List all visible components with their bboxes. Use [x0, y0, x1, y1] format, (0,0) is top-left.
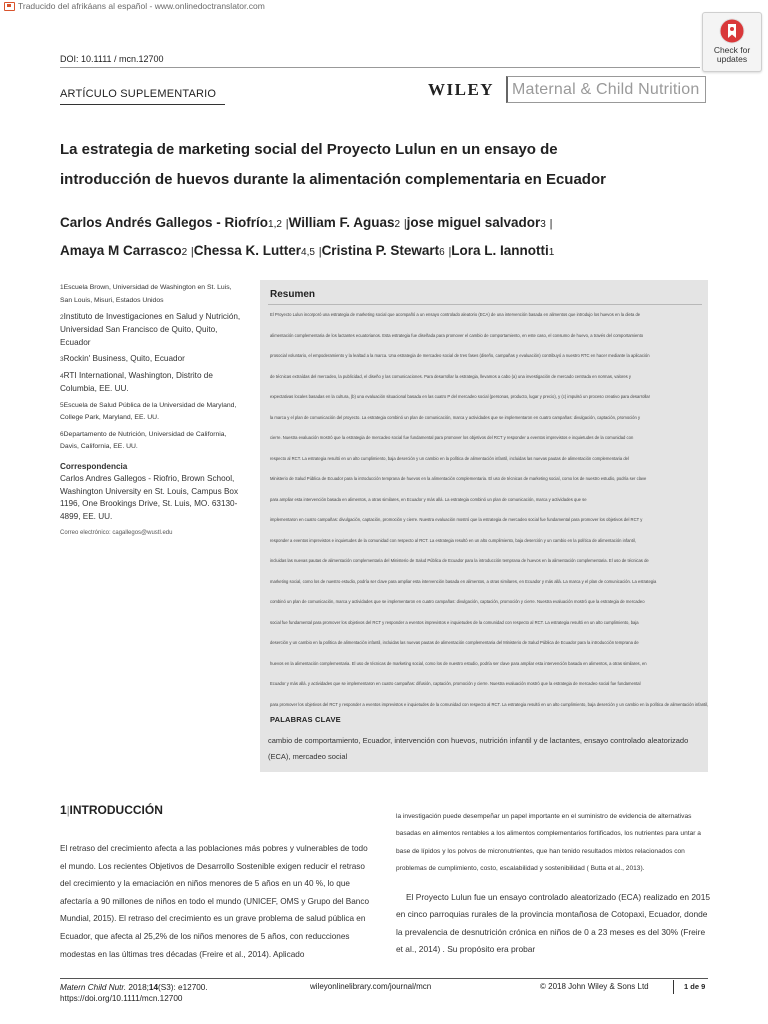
check-updates-line1: Check for — [713, 45, 751, 55]
correspondence-address: Carlos Andres Gallegos - Riofrio, Brown School, Washington University en St. Louis, Campus Box 1196, One Brookings Drive, St. Luis, MO. 63130-4899, EE. UU. — [60, 474, 239, 521]
abstract-line: huevos en la alimentación complementaria. El uso de técnicas de marketing social, como los de nuestro estudio, podría ser clave para ampliar esta intervención basada en alimentos, a otras similares, en — [270, 660, 647, 666]
abstract-line: de técnicas extraídas del mercadeo, la publicidad, el diseño y las comunicaciones. Para desarrollar la estrategia, llevamos a cabo (a) una investigación de mercado centrada en normas, valores y — [270, 373, 632, 379]
abstract-line: para ampliar esta intervención basada en alimentos, a otras similares, en Ecuador y más allá. La estrategia combinó un plan de comunicación, marca y actividades que se — [270, 496, 587, 502]
author-line-1: Carlos Andrés Gallegos - Riofrío1,2 |William F. Aguas2 |jose miguel salvador3 | — [60, 215, 553, 230]
article-type: ARTÍCULO SUPLEMENTARIO — [60, 88, 217, 100]
abstract-text — [270, 312, 768, 722]
affiliation-item: 1Escuela Brown, Universidad de Washington en St. Luis, San Louis, Misuri, Estados Unidos — [60, 284, 232, 304]
author-name[interactable]: Amaya M Carrasco — [60, 243, 182, 258]
correspondence-heading: Correspondencia — [60, 461, 128, 471]
translator-banner[interactable] — [4, 0, 265, 12]
keywords-heading: PALABRAS CLAVE — [270, 715, 341, 724]
affiliations — [60, 282, 245, 544]
abstract-divider — [268, 304, 702, 305]
author-affil: 3 — [540, 219, 546, 230]
article-title — [60, 135, 700, 195]
keywords: cambio de comportamiento, Ecuador, intervención con huevos, nutrición infantil y de lactantes, ensayo controlado aleatorizado (ECA), mercadeo social — [268, 736, 689, 761]
abstract-heading: Resumen — [270, 289, 316, 300]
abstract-line: combinó un plan de comunicación, marca y actividades que se implementaron en cuatro campañas: divulgación, captación, promoción y cierre. Nuestra evaluación mostró que la estrategia de mercadeo — [270, 599, 645, 604]
section-heading-introduction — [60, 803, 163, 817]
footer-site-link[interactable]: wileyonlinelibrary.com/journal/mcn — [310, 982, 432, 991]
body-text-left: El retraso del crecimiento afecta a las poblaciones más pobres y vulnerables de todo el mundo. Los recientes Objetivos de Desarrollo Sostenible exigen reducir el retraso del crecimiento y la emaciación en niños menores de 5 años en un 40 %, lo que afectaría a 90 millones de niños en todo el mundo (UNICEF, OMS y Grupo del Banco Mundial, 2015). El retraso del crecimiento es un grave problema de salud pública en Ecuador, que afecta al 25,2% de los niños menores de 5 años, con reducciones modestas en las últimas tres décadas (Freire et al., 2014). Aplicado — [60, 844, 370, 959]
author-name[interactable]: Cristina P. Stewart — [321, 243, 440, 258]
footer-citation — [60, 982, 208, 1004]
header-divider — [60, 67, 700, 68]
publisher-logo: WILEY — [428, 80, 495, 99]
abstract-line: implementaron en cuatro campañas: divulgación, captación, promoción y cierre. Nuestra evaluación mostró que la estrategia de mercadeo social fue fundamental para promover los objetivos del RCT y — [270, 517, 643, 522]
abstract-line: marketing social, como los de nuestro estudio, podría ser clave para ampliar esta intervención basada en alimentos, a otras similares, en Ecuador y más allá. La marca y el plan de comunicación. La estrategia — [270, 578, 657, 584]
translate-icon — [4, 2, 15, 11]
affiliation-item: 4RTI International, Washington, Distrito de Columbia, EE. UU. — [60, 371, 213, 393]
bookmark-check-icon — [719, 18, 745, 44]
abstract-line: la marca y el plan de comunicación del proyecto. La estrategia combinó un plan de comunicación, marca y actividades que se implementaron en cuatro campañas: divulgación, captación, promoción y — [270, 414, 641, 420]
body-paragraph: El Proyecto Lulun fue un ensayo controlado aleatorizado (ECA) realizado en 2015 en cinco parroquias rurales de la provincia montañosa de Cotopaxi, Ecuador, donde la prevalencia de desnutrición crónica en niños de 0 a 23 meses es del 30% (Freire et al., 2014) . Su propósito era probar — [396, 892, 711, 954]
abstract-line: deserción y un cambio en la política de alimentación infantil, incluidas las nuevas pautas de alimentación complementaria del Ministerio de Salud Pública de Ecuador para la introducción temprana de — [270, 640, 639, 645]
abstract-line: social fue fundamental para promover los objetivos del RCT y responder a eventos imprevistos e inquietudes de la comunidad con respecto al RCT. La estrategia resultó en un alto cumplimiento, baja — [270, 619, 639, 625]
author-list — [60, 210, 720, 266]
abstract-line: Ministerio de Salud Pública de Ecuador para la introducción temprana de huevos en la alimentación complementaria. El uso de técnicas de marketing social, como los de nuestro estudio, podría ser clave — [270, 476, 647, 481]
author-affil: 4,5 — [301, 247, 315, 258]
footer-doi-link[interactable]: https://doi.org/10.1111/mcn.12700 — [60, 994, 183, 1003]
affiliation-item: 6Departamento de Nutrición, Universidad de California, Davis, California, EE. UU. — [60, 430, 227, 450]
affiliation-item: 5Escuela de Salud Pública de la Universidad de Maryland, College Park, Maryland, EE. UU. — [60, 401, 237, 421]
journal-name: Maternal & Child Nutrition — [512, 80, 700, 98]
abstract-line: Ecuador y más allá. y actividades que se implementaron en cuatro campañas: difusión, captación, promoción y cierre. Nuestra evaluación mostró que la estrategia de mercadeo social fue fundamental — [270, 681, 641, 686]
author-name[interactable]: Carlos Andrés Gallegos - Riofrío — [60, 215, 269, 230]
abstract-line: para promover los objetivos del RCT y responder a eventos imprevistos e inquietudes de la comunidad con respecto al RCT. La estrategia resultó en un alto cumplimiento, baja deserción y un cambio en la política de alimentación infantil, — [270, 701, 709, 707]
footer-copyright: © 2018 John Wiley & Sons Ltd — [540, 982, 649, 991]
translator-banner-text: Traducido del afrikáans al español - www.onlinedoctranslator.com — [18, 1, 265, 11]
abstract-line: cierre. Nuestra evaluación mostró que la estrategia de mercadeo social fue fundamental para promover los objetivos del RCT y responder a eventos imprevistos e inquietudes de la comunidad con — [270, 435, 634, 440]
body-text-right — [396, 889, 711, 958]
author-name[interactable]: Lora L. Iannotti — [451, 243, 549, 258]
title-line-2: introducción de huevos durante la alimentación complementaria en Ecuador — [60, 171, 606, 188]
affiliation-item: 3Rockin' Business, Quito, Ecuador — [60, 354, 185, 363]
abstract-line: responder a eventos imprevistos e inquietudes de la comunidad con respecto al RCT. La estrategia resultó en un alto cumplimiento, baja deserción y un cambio en la política de alimentación infantil, — [270, 537, 636, 543]
abstract-line: respecto al RCT. La estrategia resultó en un alto cumplimiento, baja deserción y un cambio en la política de alimentación infantil, incluidas las nuevas pautas de alimentación complementaria del — [270, 455, 629, 461]
citation-issue: (S3): e12700. — [158, 983, 208, 992]
section-title: INTRODUCCIÓN — [69, 803, 163, 817]
citation-volume: 14 — [148, 983, 159, 992]
article-type-underline — [60, 104, 225, 105]
page-number: 1 de 9 — [684, 982, 706, 991]
check-updates-line2: updates — [716, 54, 748, 64]
abstract-line: incluidas las nuevas pautas de alimentación complementaria del Ministerio de Salud Pública de Ecuador para la introducción temprana de huevos en la alimentación complementaria. El uso de técnicas de — [270, 558, 649, 563]
abstract-line: alimentación complementaria de los lactantes ecuatorianos. Esta estrategia fue diseñada para promover el cambio de comportamiento, en este caso, el consumo de huevo, a través del comportamiento — [270, 332, 644, 338]
abstract-line: expectativas locales basadas en la cultura, (b) una evaluación situacional basada en las cuatro P del mercadeo social (personas, producto, lugar y precio), y (c) impulsó un proceso creativo para desarrollar — [270, 394, 651, 399]
correspondence-email[interactable]: Correo electrónico: cagallegos@wustl.edu — [60, 530, 173, 536]
citation-year: 2018; — [126, 983, 149, 992]
section-separator: | — [66, 805, 70, 817]
author-name[interactable]: Chessa K. Lutter — [193, 243, 302, 258]
abstract-line: prosocial voluntario, el empoderamiento y la lealtad a la marca. Una estrategia de mercadeo social de tres fases (diseño, campañas y evaluación) contribuyó a nuestro RTC en hacer mediante la aplicación — [270, 353, 650, 358]
author-line-2: Amaya M Carrasco2 |Chessa K. Lutter4,5 |Cristina P. Stewart6 |Lora L. Iannotti1 — [60, 243, 555, 258]
author-affil: 2 — [394, 219, 401, 230]
doi: DOI: 10.1111 / mcn.12700 — [60, 54, 164, 64]
footer-separator — [673, 980, 674, 994]
section-number: 1 — [60, 803, 67, 817]
author-affil: 1 — [548, 247, 555, 258]
journal-logo — [506, 76, 706, 103]
author-affil: 6 — [439, 247, 445, 258]
title-line-1: La estrategia de marketing social del Proyecto Lulun en un ensayo de — [60, 141, 558, 158]
affiliation-item: 2Instituto de Investigaciones en Salud y Nutrición, Universidad San Francisco de Quito, Quito, Ecuador — [60, 312, 241, 347]
author-affil: 2 — [181, 247, 188, 258]
body-text-right-top: la investigación puede desempeñar un papel importante en el suministro de evidencia de alternativas basadas en alimentos rentables a los alimentos complementarios fortificados, los nutrientes para untar a base de lípidos y los polvos de micronutrientes, que han tenido resultados mixtos relacionados con problemas de cumplimiento, costo, escalabilidad y sostenibilidad ( Butta et al., 2013). — [396, 813, 701, 872]
author-name[interactable]: jose miguel salvador — [406, 215, 541, 230]
abstract-line: El Proyecto Lulun incorporó una estrategia de marketing social que acompañó a un ensayo controlado aleatorio (ECA) de una intervención basada en alimentos que introdujo los huevos en la dieta de — [270, 312, 641, 317]
footer-divider — [60, 978, 708, 979]
citation-journal: Matern Child Nutr. — [60, 983, 127, 992]
author-affil: 1,2 — [268, 219, 282, 230]
check-for-updates-badge[interactable] — [702, 12, 762, 72]
author-name[interactable]: William F. Aguas — [288, 215, 395, 230]
